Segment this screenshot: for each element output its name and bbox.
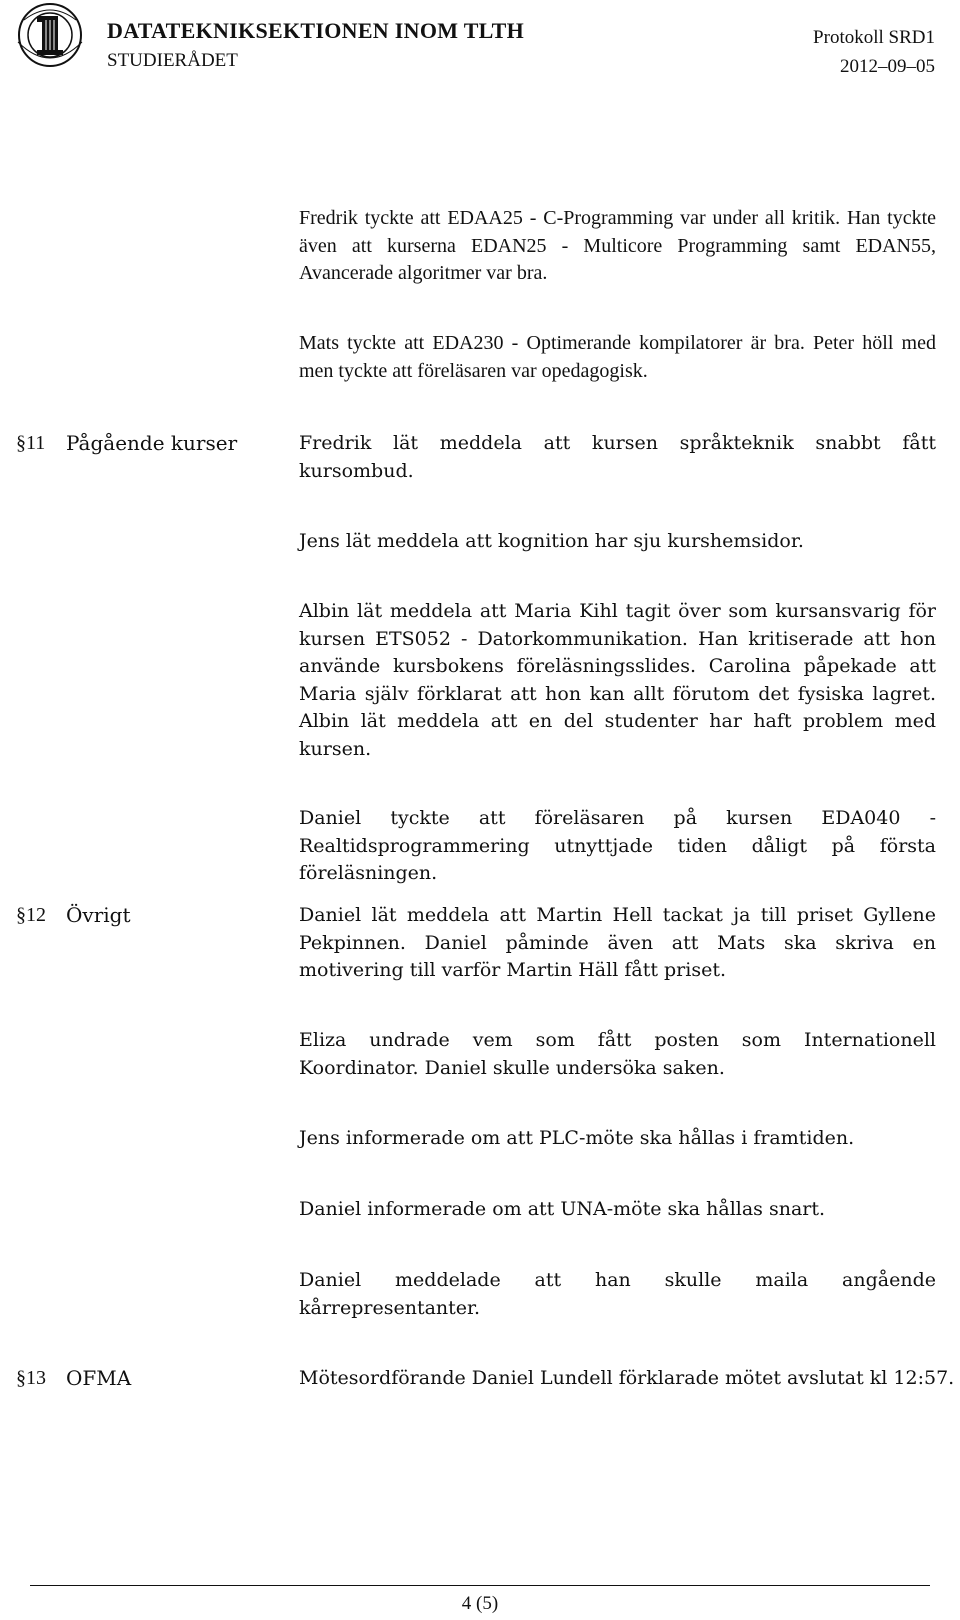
paragraph-sprakteknik: Fredrik lät meddela att kursen språkteknik snabbt fått kursombud. xyxy=(299,432,936,482)
section-number-12: §12 xyxy=(16,904,46,926)
organization-subtitle: STUDIERÅDET xyxy=(107,50,238,71)
section-number-13: §13 xyxy=(16,1367,46,1389)
section-number-11: §11 xyxy=(16,432,46,454)
paragraph-kognition: Jens lät meddela att kognition har sju kurshemsidor. xyxy=(299,530,804,552)
paragraph-plc-mote: Jens informerade om att PLC-möte ska hållas i framtiden. xyxy=(299,1127,855,1149)
paragraph-eda230: Mats tyckte att EDA230 - Optimerande kompilatorer är bra. Peter höll med men tyckte att föreläsaren var opedagogisk. xyxy=(299,332,936,382)
section-title-11: Pågående kurser xyxy=(66,431,238,455)
section-logo-icon xyxy=(4,2,96,68)
paragraph-karrepresentanter: Daniel meddelade att han skulle maila angående kårrepresentanter. xyxy=(299,1269,936,1319)
paragraph-edaa25: Fredrik tyckte att EDAA25 - C-Programming var under all kritik. Han tyckte även att kurserna EDAN25 - Multicore Programming samt EDAN55, Avancerade algoritmer var bra. xyxy=(299,207,936,284)
paragraph-motet-avslutat: Mötesordförande Daniel Lundell förklarade mötet avslutat kl 12:57. xyxy=(299,1367,955,1389)
protocol-date: 2012–09–05 xyxy=(840,56,935,77)
paragraph-internationell-koordinator: Eliza undrade vem som fått posten som Internationell Koordinator. Daniel skulle undersöka saken. xyxy=(299,1029,936,1079)
paragraph-ets052: Albin lät meddela att Maria Kihl tagit över som kursansvarig för kursen ETS052 - Datorkommunikation. Han kritiserade att hon använde kursbokens föreläsningsslides. Carolina påpekade att Maria själv förklarat att hon kan allt förutom det fysiska lagret. Albin lät meddela att en del studenter har haft problem med kursen. xyxy=(299,600,936,760)
footer-divider xyxy=(30,1585,930,1586)
paragraph-gyllene-pekpinnen: Daniel lät meddela att Martin Hell tackat ja till priset Gyllene Pekpinnen. Daniel påminde även att Mats ska skriva en motivering till varför Martin Häll fått priset. xyxy=(299,904,936,981)
paragraph-eda040: Daniel tyckte att föreläsaren på kursen EDA040 - Realtidsprogrammering utnyttjade tiden dåligt på första föreläsningen. xyxy=(299,807,936,884)
paragraph-una-mote: Daniel informerade om att UNA-möte ska hållas snart. xyxy=(299,1198,826,1220)
page-number: 4 (5) xyxy=(461,1593,499,1614)
organization-title: DATATEKNIKSEKTIONEN INOM TLTH xyxy=(107,18,525,43)
document-header xyxy=(0,0,960,110)
section-title-13: OFMA xyxy=(66,1366,132,1390)
protocol-id: Protokoll SRD1 xyxy=(813,27,935,48)
section-title-12: Övrigt xyxy=(66,903,131,927)
